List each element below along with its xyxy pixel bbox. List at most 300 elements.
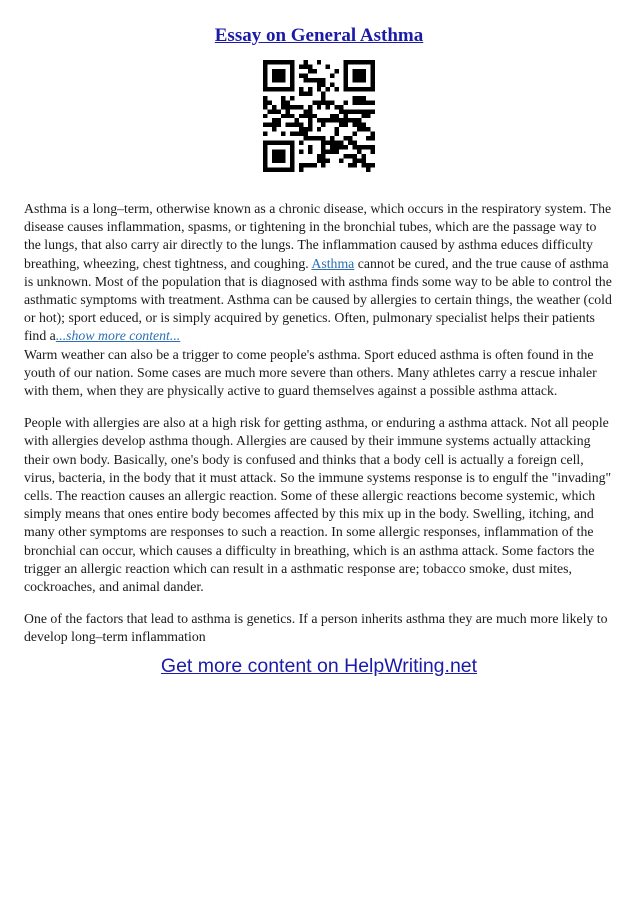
qr-module	[290, 105, 294, 109]
qr-module	[335, 141, 339, 145]
qr-module	[290, 154, 294, 158]
qr-module	[362, 109, 366, 113]
qr-module	[344, 82, 348, 86]
qr-module	[276, 150, 280, 154]
qr-module	[353, 96, 357, 100]
qr-module	[344, 60, 348, 64]
qr-module	[263, 82, 267, 86]
qr-module	[357, 145, 361, 149]
qr-module	[326, 150, 330, 154]
qr-module	[321, 123, 325, 127]
qr-module	[335, 127, 339, 131]
qr-module	[290, 60, 294, 64]
qr-module	[299, 168, 303, 172]
qr-module	[317, 100, 321, 104]
qr-module	[357, 73, 361, 77]
qr-module	[308, 78, 312, 82]
qr-module	[317, 136, 321, 140]
qr-module	[308, 118, 312, 122]
qr-module	[272, 141, 276, 145]
qr-module	[357, 96, 361, 100]
qr-module	[366, 127, 370, 131]
qr-module	[303, 64, 307, 68]
qr-module	[263, 78, 267, 82]
qr-module	[272, 159, 276, 163]
qr-module	[281, 105, 285, 109]
qr-module	[335, 105, 339, 109]
qr-module	[312, 69, 316, 73]
qr-module	[321, 159, 325, 163]
qr-module	[330, 141, 334, 145]
qr-module	[263, 100, 267, 104]
qr-module	[339, 105, 343, 109]
qr-module	[362, 69, 366, 73]
qr-module	[276, 168, 280, 172]
qr-module	[285, 168, 289, 172]
qr-module	[263, 123, 267, 127]
qr-module	[321, 136, 325, 140]
qr-module	[348, 60, 352, 64]
qr-module	[285, 100, 289, 104]
qr-code-icon	[263, 60, 375, 172]
qr-module	[366, 114, 370, 118]
qr-module	[294, 123, 298, 127]
qr-module	[326, 118, 330, 122]
qr-module	[285, 87, 289, 91]
qr-module	[308, 163, 312, 167]
qr-module	[281, 100, 285, 104]
paragraph-3: People with allergies are also at a high risk for getting asthma, or enduring a asthma attack. Not all people with allergies develop asthma though. Allergies are caused by their immune systems actually attacking their own body. Basically, one's body is confused and thinks that a body cell is actually a foreign cell, virus, bacteria, in the body that it must attack. So the immune systems response is to engulf the "invading" cells. The reaction causes an allergic reaction. Some of these allergic reactions become systemic, which simply means that ones entire body becomes affected by this mix up in the body. Swelling, itching, and many other symptoms are responses to such a reaction. In some allergic responses, inflammation of the bronchial can occur, which causes a difficulty in breathing, which is an asthma attack. Some factors the trigger an allergic reaction which can result in a asthmatic response are; tobacco smoke, dust mites, cockroaches, and animal dander.	[24, 415, 612, 595]
qr-module	[366, 60, 370, 64]
qr-module	[335, 87, 339, 91]
qr-module	[299, 64, 303, 68]
qr-module	[339, 123, 343, 127]
paragraph-1-text-b: cannot be cured, and the true cause of asthma is unknown. Most of the population that is diagnosed with asthma finds some way to be able to control the asthmatic symptoms with treatment. Asthma can be caused by allergies to certain things, the weather (cold or hot); sport educed, or is simply acquired by genetics. Often, pulmonary specialist helps their patients find a	[24, 255, 612, 344]
qr-module	[263, 114, 267, 118]
qr-module	[290, 82, 294, 86]
paragraph-1-text-a: Asthma is a long–term, otherwise known as a chronic disease, which occurs in the respiratory system. The disease causes inflammation, spasms, or tightening in the bronchial tubes, which are the passage way to the lungs, that also carry air directly to the lungs. The inflammation caused by asthma educes difficulty breathing, wheezing, chest tightness, and coughing.	[24, 201, 612, 271]
qr-module	[276, 109, 280, 113]
qr-module	[267, 100, 271, 104]
qr-module	[299, 163, 303, 167]
qr-module	[362, 114, 366, 118]
qr-module	[317, 60, 321, 64]
qr-module	[317, 127, 321, 131]
cta	[0, 654, 638, 678]
qr-module	[308, 127, 312, 131]
qr-module	[285, 114, 289, 118]
qr-module	[344, 136, 348, 140]
qr-module	[344, 100, 348, 104]
qr-module	[362, 78, 366, 82]
qr-module	[353, 141, 357, 145]
qr-module	[344, 78, 348, 82]
qr-module	[330, 136, 334, 140]
qr-module	[362, 87, 366, 91]
qr-module	[330, 73, 334, 77]
qr-module	[366, 163, 370, 167]
qr-module	[263, 105, 267, 109]
paragraph-4: One of the factors that lead to asthma is genetics. If a person inherits asthma they are much more likely to develop long–term inflammation	[24, 611, 608, 645]
qr-module	[285, 141, 289, 145]
qr-module	[299, 105, 303, 109]
qr-module	[312, 100, 316, 104]
qr-module	[308, 69, 312, 73]
qr-module	[330, 150, 334, 154]
qr-module	[362, 145, 366, 149]
qr-module	[299, 127, 303, 131]
qr-module	[353, 100, 357, 104]
qr-module	[308, 109, 312, 113]
qr-module	[348, 109, 352, 113]
qr-module	[267, 60, 271, 64]
qr-module	[308, 87, 312, 91]
qr-module	[290, 87, 294, 91]
qr-module	[344, 73, 348, 77]
qr-module	[290, 150, 294, 154]
qr-module	[290, 132, 294, 136]
qr-module	[281, 60, 285, 64]
qr-module	[317, 105, 321, 109]
qr-module	[308, 150, 312, 154]
qr-module	[308, 114, 312, 118]
qr-module	[263, 64, 267, 68]
qr-module	[281, 96, 285, 100]
qr-module	[303, 114, 307, 118]
qr-module	[263, 159, 267, 163]
qr-module	[276, 87, 280, 91]
qr-module	[272, 168, 276, 172]
qr-module	[276, 78, 280, 82]
show-more-link[interactable]: ...show more content...	[55, 328, 181, 344]
qr-module	[276, 123, 280, 127]
qr-module	[371, 132, 375, 136]
qr-module	[276, 73, 280, 77]
qr-module	[299, 123, 303, 127]
qr-module	[317, 87, 321, 91]
qr-module	[267, 123, 271, 127]
qr-module	[321, 145, 325, 149]
qr-module	[312, 78, 316, 82]
qr-module	[263, 163, 267, 167]
qr-module	[344, 118, 348, 122]
qr-module	[371, 78, 375, 82]
qr-module	[321, 82, 325, 86]
qr-module	[308, 105, 312, 109]
qr-module	[339, 159, 343, 163]
qr-module	[366, 145, 370, 149]
qr-module	[366, 100, 370, 104]
qr-module	[321, 141, 325, 145]
qr-module	[344, 123, 348, 127]
qr-module	[366, 168, 370, 172]
qr-module	[299, 91, 303, 95]
qr-module	[308, 136, 312, 140]
qr-module	[362, 60, 366, 64]
qr-module	[371, 163, 375, 167]
qr-module	[317, 154, 321, 158]
qr-module	[348, 141, 352, 145]
qr-module	[357, 150, 361, 154]
qr-module	[362, 154, 366, 158]
title-link[interactable]: Essay on General Asthma	[214, 25, 424, 46]
qr-module	[303, 163, 307, 167]
qr-module	[263, 87, 267, 91]
qr-module	[281, 114, 285, 118]
qr-module	[303, 78, 307, 82]
qr-module	[357, 118, 361, 122]
qr-module	[272, 118, 276, 122]
qr-module	[281, 168, 285, 172]
paragraph-2: Warm weather can also be a trigger to come people's asthma. Sport educed asthma is often found in the youth of our nation. Some cases are much more severe than others. Many athletes carry a rescue inhaler with them, when they are physically active to guard themselves against a possible asthma attack.	[24, 346, 597, 399]
qr-module	[294, 118, 298, 122]
qr-module	[357, 109, 361, 113]
qr-module	[272, 73, 276, 77]
qr-module	[285, 60, 289, 64]
qr-module	[290, 141, 294, 145]
qr-module	[330, 145, 334, 149]
qr-module	[362, 123, 366, 127]
qr-module	[371, 60, 375, 64]
qr-module	[326, 100, 330, 104]
qr-module	[290, 64, 294, 68]
qr-module	[344, 154, 348, 158]
qr-module	[299, 141, 303, 145]
asthma-link[interactable]: Asthma	[311, 255, 355, 271]
qr-module	[335, 150, 339, 154]
qr-module	[330, 100, 334, 104]
qr-module	[308, 145, 312, 149]
qr-module	[276, 60, 280, 64]
qr-module	[312, 136, 316, 140]
qr-module	[353, 163, 357, 167]
qr-module	[371, 64, 375, 68]
qr-module	[335, 145, 339, 149]
qr-module	[353, 159, 357, 163]
qr-module	[299, 73, 303, 77]
qr-module	[294, 132, 298, 136]
qr-module	[353, 118, 357, 122]
qr-module	[281, 150, 285, 154]
qr-module	[285, 105, 289, 109]
qr-module	[366, 136, 370, 140]
qr-module	[357, 87, 361, 91]
qr-module	[339, 109, 343, 113]
qr-module	[267, 87, 271, 91]
qr-module	[371, 69, 375, 73]
qr-module	[366, 87, 370, 91]
qr-module	[371, 150, 375, 154]
qr-module	[344, 64, 348, 68]
qr-module	[290, 96, 294, 100]
qr-module	[276, 69, 280, 73]
qr-module	[281, 154, 285, 158]
qr-module	[299, 87, 303, 91]
qr-module	[276, 118, 280, 122]
qr-module	[362, 73, 366, 77]
qr-module	[335, 118, 339, 122]
qr-module	[290, 73, 294, 77]
qr-module	[357, 127, 361, 131]
qr-module	[353, 145, 357, 149]
qr-module	[321, 163, 325, 167]
qr-module	[335, 114, 339, 118]
qr-module	[267, 109, 271, 113]
qr-module	[281, 69, 285, 73]
qr-module	[272, 105, 276, 109]
qr-module	[290, 163, 294, 167]
qr-module	[339, 145, 343, 149]
qr-module	[303, 127, 307, 131]
essay-title	[0, 24, 638, 48]
qr-module	[312, 114, 316, 118]
qr-module	[317, 82, 321, 86]
qr-module	[303, 132, 307, 136]
qr-module	[344, 114, 348, 118]
qr-module	[357, 159, 361, 163]
qr-module	[321, 100, 325, 104]
qr-module	[326, 105, 330, 109]
qr-module	[348, 163, 352, 167]
qr-module	[326, 64, 330, 68]
qr-module	[326, 87, 330, 91]
qr-module	[371, 136, 375, 140]
qr-module	[353, 109, 357, 113]
qr-module	[290, 159, 294, 163]
qr-module	[263, 154, 267, 158]
qr-module	[317, 159, 321, 163]
qr-module	[335, 132, 339, 136]
qr-module	[267, 141, 271, 145]
qr-module	[317, 118, 321, 122]
qr-module	[263, 73, 267, 77]
qr-module	[263, 132, 267, 136]
qr-module	[303, 109, 307, 113]
qr-module	[281, 141, 285, 145]
qr-module	[303, 136, 307, 140]
qr-module	[362, 96, 366, 100]
qr-module	[353, 60, 357, 64]
qr-module	[272, 69, 276, 73]
qr-module	[281, 87, 285, 91]
qr-module	[308, 123, 312, 127]
qr-module	[344, 145, 348, 149]
qr-module	[290, 123, 294, 127]
qr-module	[357, 78, 361, 82]
qr-module	[371, 73, 375, 77]
qr-module	[263, 141, 267, 145]
qr-module	[330, 114, 334, 118]
qr-module	[353, 123, 357, 127]
qr-module	[321, 154, 325, 158]
qr-module	[348, 118, 352, 122]
qr-module	[339, 141, 343, 145]
paragraph-1	[24, 200, 616, 346]
qr-module	[263, 96, 267, 100]
qr-module	[285, 123, 289, 127]
qr-module	[281, 73, 285, 77]
qr-module	[272, 154, 276, 158]
qr-module	[263, 69, 267, 73]
get-more-content-link[interactable]: Get more content on HelpWriting.net	[160, 655, 478, 677]
qr-module	[348, 87, 352, 91]
qr-module	[326, 159, 330, 163]
qr-module	[339, 118, 343, 122]
qr-module	[371, 87, 375, 91]
qr-module	[317, 78, 321, 82]
qr-module	[272, 150, 276, 154]
qr-module	[371, 100, 375, 104]
qr-module	[290, 114, 294, 118]
qr-module	[272, 123, 276, 127]
qr-module	[357, 69, 361, 73]
qr-module	[348, 136, 352, 140]
qr-module	[353, 78, 357, 82]
qr-module	[263, 150, 267, 154]
qr-module	[272, 87, 276, 91]
qr-module	[272, 109, 276, 113]
qr-module	[330, 82, 334, 86]
qr-module	[321, 91, 325, 95]
qr-module	[272, 60, 276, 64]
qr-module	[353, 132, 357, 136]
qr-module	[326, 141, 330, 145]
qr-module	[362, 163, 366, 167]
qr-module	[299, 150, 303, 154]
qr-module	[281, 132, 285, 136]
qr-module	[330, 118, 334, 122]
qr-module	[294, 105, 298, 109]
qr-module	[263, 145, 267, 149]
qr-module	[303, 60, 307, 64]
qr-module	[290, 69, 294, 73]
qr-module	[276, 159, 280, 163]
essay-body	[24, 200, 616, 661]
qr-module	[357, 100, 361, 104]
qr-module	[348, 154, 352, 158]
qr-module	[371, 82, 375, 86]
qr-module	[344, 87, 348, 91]
qr-module	[263, 60, 267, 64]
qr-module	[344, 69, 348, 73]
qr-module	[308, 64, 312, 68]
qr-module	[285, 109, 289, 113]
qr-module	[272, 127, 276, 131]
qr-module	[263, 168, 267, 172]
qr-module	[299, 132, 303, 136]
qr-module	[362, 127, 366, 131]
qr-module	[321, 150, 325, 154]
qr-module	[290, 168, 294, 172]
qr-module	[362, 159, 366, 163]
qr-module	[312, 163, 316, 167]
qr-module	[371, 145, 375, 149]
qr-module	[353, 154, 357, 158]
qr-module	[272, 78, 276, 82]
qr-module	[321, 118, 325, 122]
qr-module	[353, 87, 357, 91]
qr-module	[321, 96, 325, 100]
qr-module	[267, 168, 271, 172]
qr-module	[276, 141, 280, 145]
qr-module	[276, 154, 280, 158]
qr-module	[353, 69, 357, 73]
qr-module	[366, 109, 370, 113]
qr-module	[299, 114, 303, 118]
qr-module	[290, 145, 294, 149]
qr-module	[281, 159, 285, 163]
qr-module	[357, 60, 361, 64]
